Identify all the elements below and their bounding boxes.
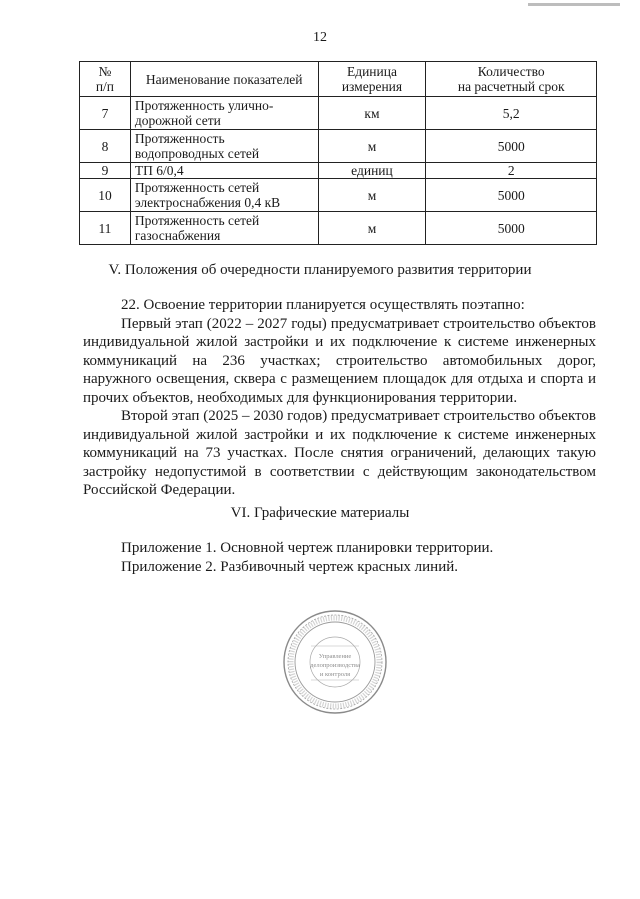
paragraph: 22. Освоение территории планируется осуществлять поэтапно: [121, 297, 525, 313]
header-unit: Единица измерения [318, 62, 426, 97]
page-number: 12 [313, 30, 327, 45]
row-unit: м [318, 130, 426, 163]
row-name: ТП 6/0,4 [130, 163, 318, 179]
row-qty: 5000 [426, 212, 597, 245]
attachments-list [121, 539, 601, 577]
attachment-item: Приложение 1. Основной чертеж планировки территории. [121, 540, 494, 556]
svg-text:и контроля: и контроля [319, 671, 351, 678]
paragraph: Второй этап (2025 – 2030 годов) предусматривает строительство объектов индивидуальной жилой застройки и их подключение к системе инженерных коммуникаций на 73 участках. После снятия ограничений, делающих такую застройку недопустимой в соответствии с действующим законодательством Российской Федерации. [83, 408, 596, 498]
row-name: Протяженность сетей газоснабжения [130, 212, 318, 245]
paragraph: Первый этап (2022 – 2027 годы) предусматривает строительство объектов индивидуальной жилой застройки и их подключение к системе инженерных коммуникаций на 236 участках; строительство автомобильных дорог, наружного освещения, сквера с размещением площадок для отдыха и спорта и прочих объектов, необходимых для функционирования территории. [83, 315, 596, 406]
indicators-table [79, 61, 597, 245]
svg-text:Управление: Управление [318, 653, 352, 660]
row-qty: 2 [426, 163, 597, 179]
row-unit: м [318, 179, 426, 212]
row-num: 7 [80, 97, 131, 130]
section-heading-v: V. Положения об очередности планируемого развития территории [108, 262, 532, 278]
row-num: 8 [80, 130, 131, 163]
header-qty: Количество на расчетный срок [426, 62, 597, 97]
table-row [80, 130, 597, 163]
row-name: Протяженность улично-дорожной сети [130, 97, 318, 130]
row-qty: 5000 [426, 130, 597, 163]
header-name: Наименование показателей [130, 62, 318, 97]
row-name: Протяженность водопроводных сетей [130, 130, 318, 163]
table-row [80, 163, 597, 179]
row-unit: единиц [318, 163, 426, 179]
table-row [80, 97, 597, 130]
svg-text:делопроизводства: делопроизводства [310, 662, 360, 669]
row-qty: 5000 [426, 179, 597, 212]
scan-corner-mark [528, 3, 620, 6]
row-name: Протяженность сетей электроснабжения 0,4 кВ [130, 179, 318, 212]
header-num: № п/п [80, 62, 131, 97]
section-v-body [83, 296, 596, 500]
table-row [80, 212, 597, 245]
attachment-item: Приложение 2. Разбивочный чертеж красных линий. [121, 559, 458, 575]
row-qty: 5,2 [426, 97, 597, 130]
row-num: 10 [80, 179, 131, 212]
section-heading-vi: VI. Графические материалы [230, 505, 410, 521]
table-row [80, 179, 597, 212]
table-header-row [80, 62, 597, 97]
official-seal-stamp [281, 608, 389, 716]
row-num: 11 [80, 212, 131, 245]
row-unit: м [318, 212, 426, 245]
row-num: 9 [80, 163, 131, 179]
row-unit: км [318, 97, 426, 130]
